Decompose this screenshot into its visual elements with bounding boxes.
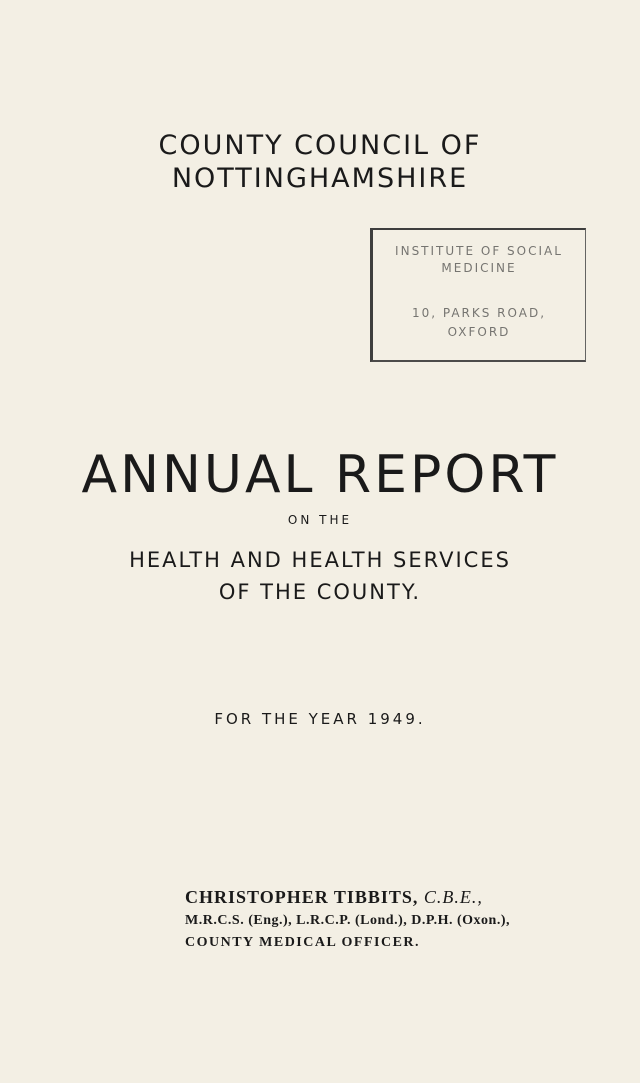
author-position: COUNTY MEDICAL OFFICER.: [185, 935, 421, 950]
author-name-line: [185, 887, 483, 908]
author-honours: C.B.E.,: [423, 887, 483, 907]
report-subject-line2: OF THE COUNTY.: [218, 580, 422, 604]
report-subtitle: ON THE: [287, 513, 353, 527]
report-title: ANNUAL REPORT: [81, 445, 559, 505]
report-year: FOR THE YEAR 1949.: [214, 710, 426, 728]
report-subject-line1: HEALTH AND HEALTH SERVICES: [129, 548, 511, 572]
county-name: NOTTINGHAMSHIRE: [171, 163, 469, 194]
council-heading: COUNTY COUNCIL OF: [158, 130, 482, 161]
author-name: CHRISTOPHER TIBBITS,: [185, 887, 419, 907]
stamp-line-city: OXFORD: [447, 325, 511, 339]
stamp-line-institute: INSTITUTE OF SOCIAL: [395, 244, 563, 258]
stamp-line-address: 10, PARKS ROAD,: [411, 306, 547, 320]
library-stamp: [370, 228, 586, 362]
author-qualifications: M.R.C.S. (Eng.), L.R.C.P. (Lond.), D.P.H. (Oxon.),: [185, 913, 510, 928]
stamp-line-medicine: MEDICINE: [441, 261, 517, 275]
